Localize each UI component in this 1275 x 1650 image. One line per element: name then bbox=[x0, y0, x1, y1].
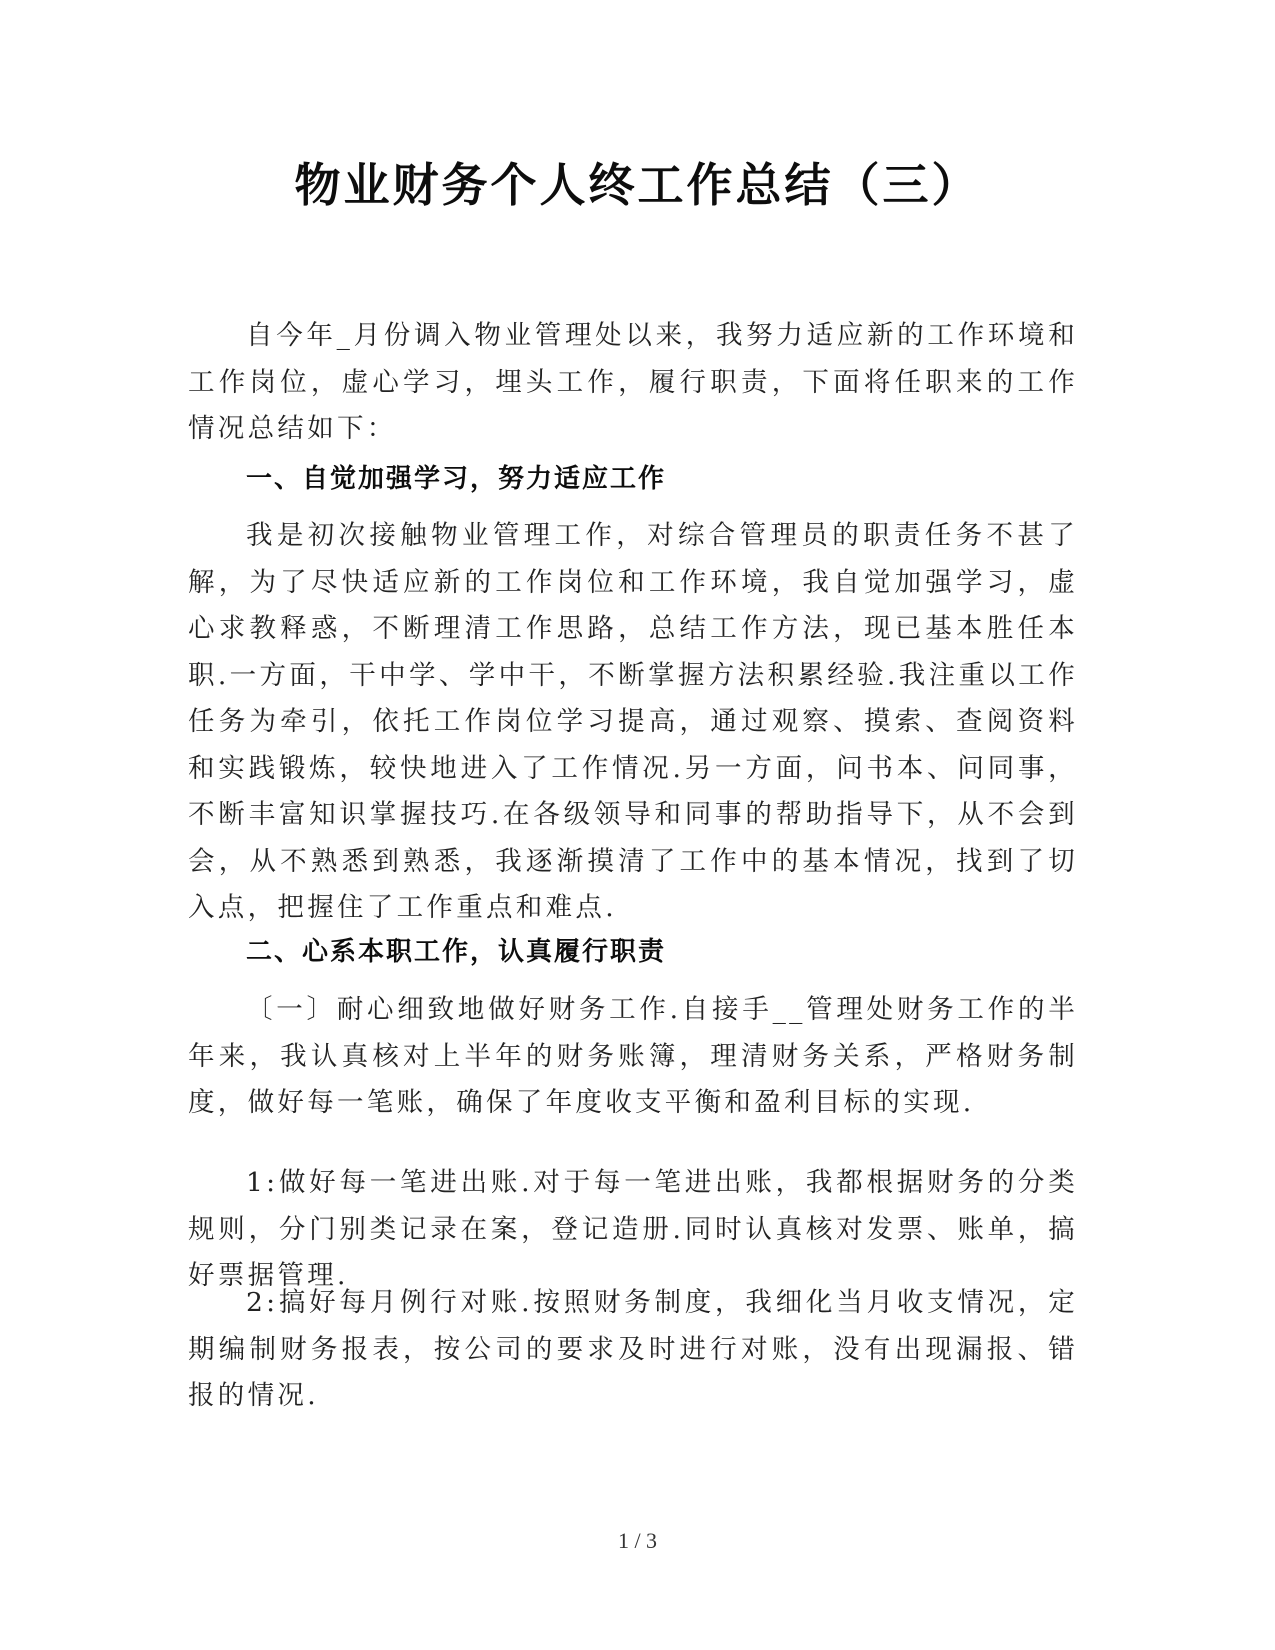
item1-paragraph bbox=[188, 1160, 1078, 1300]
section2-sub1-text: 〔一〕耐心细致地做好财务工作.自接手__管理处财务工作的半年来，我认真核对上半年的财务账簿，理清财务关系，严格财务制度，做好每一笔账，确保了年度收支平衡和盈利目标的实现. bbox=[188, 994, 1078, 1118]
page-number: 1 / 3 bbox=[617, 1528, 658, 1553]
section1-heading: 一、自觉加强学习，努力适应工作 bbox=[246, 464, 667, 494]
section2-heading: 二、心系本职工作，认真履行职责 bbox=[246, 937, 667, 967]
section1-paragraph bbox=[188, 513, 1078, 932]
item2-text: 2:搞好每月例行对账.按照财务制度，我细化当月收支情况，定期编制财务报表，按公司的要求及时进行对账，没有出现漏报、错报的情况. bbox=[188, 1287, 1078, 1411]
section2-sub1-paragraph bbox=[188, 987, 1078, 1127]
intro-paragraph bbox=[188, 313, 1078, 453]
item2-paragraph bbox=[188, 1280, 1078, 1420]
document-title: 物业财务个人终工作总结（三） bbox=[294, 158, 981, 212]
section1-text: 我是初次接触物业管理工作，对综合管理员的职责任务不甚了解，为了尽快适应新的工作岗位和工作环境，我自觉加强学习，虚心求教释惑，不断理清工作思路，总结工作方法，现已基本胜任本职.一方面，干中学、学中干，不断掌握方法积累经验.我注重以工作任务为牵引，依托工作岗位学习提高，通过观察、摸索、查阅资料和实践锻炼，较快地进入了工作情况.另一方面，问书本、问同事，不断丰富知识掌握技巧.在各级领导和同事的帮助指导下，从不会到会，从不熟悉到熟悉，我逐渐摸清了工作中的基本情况，找到了切入点，把握住了工作重点和难点. bbox=[188, 520, 1078, 923]
item1-text: 1:做好每一笔进出账.对于每一笔进出账，我都根据财务的分类规则，分门别类记录在案，登记造册.同时认真核对发票、账单，搞好票据管理. bbox=[188, 1167, 1078, 1291]
intro-text: 自今年_月份调入物业管理处以来，我努力适应新的工作环境和工作岗位，虚心学习，埋头工作，履行职责，下面将任职来的工作情况总结如下： bbox=[188, 320, 1078, 444]
